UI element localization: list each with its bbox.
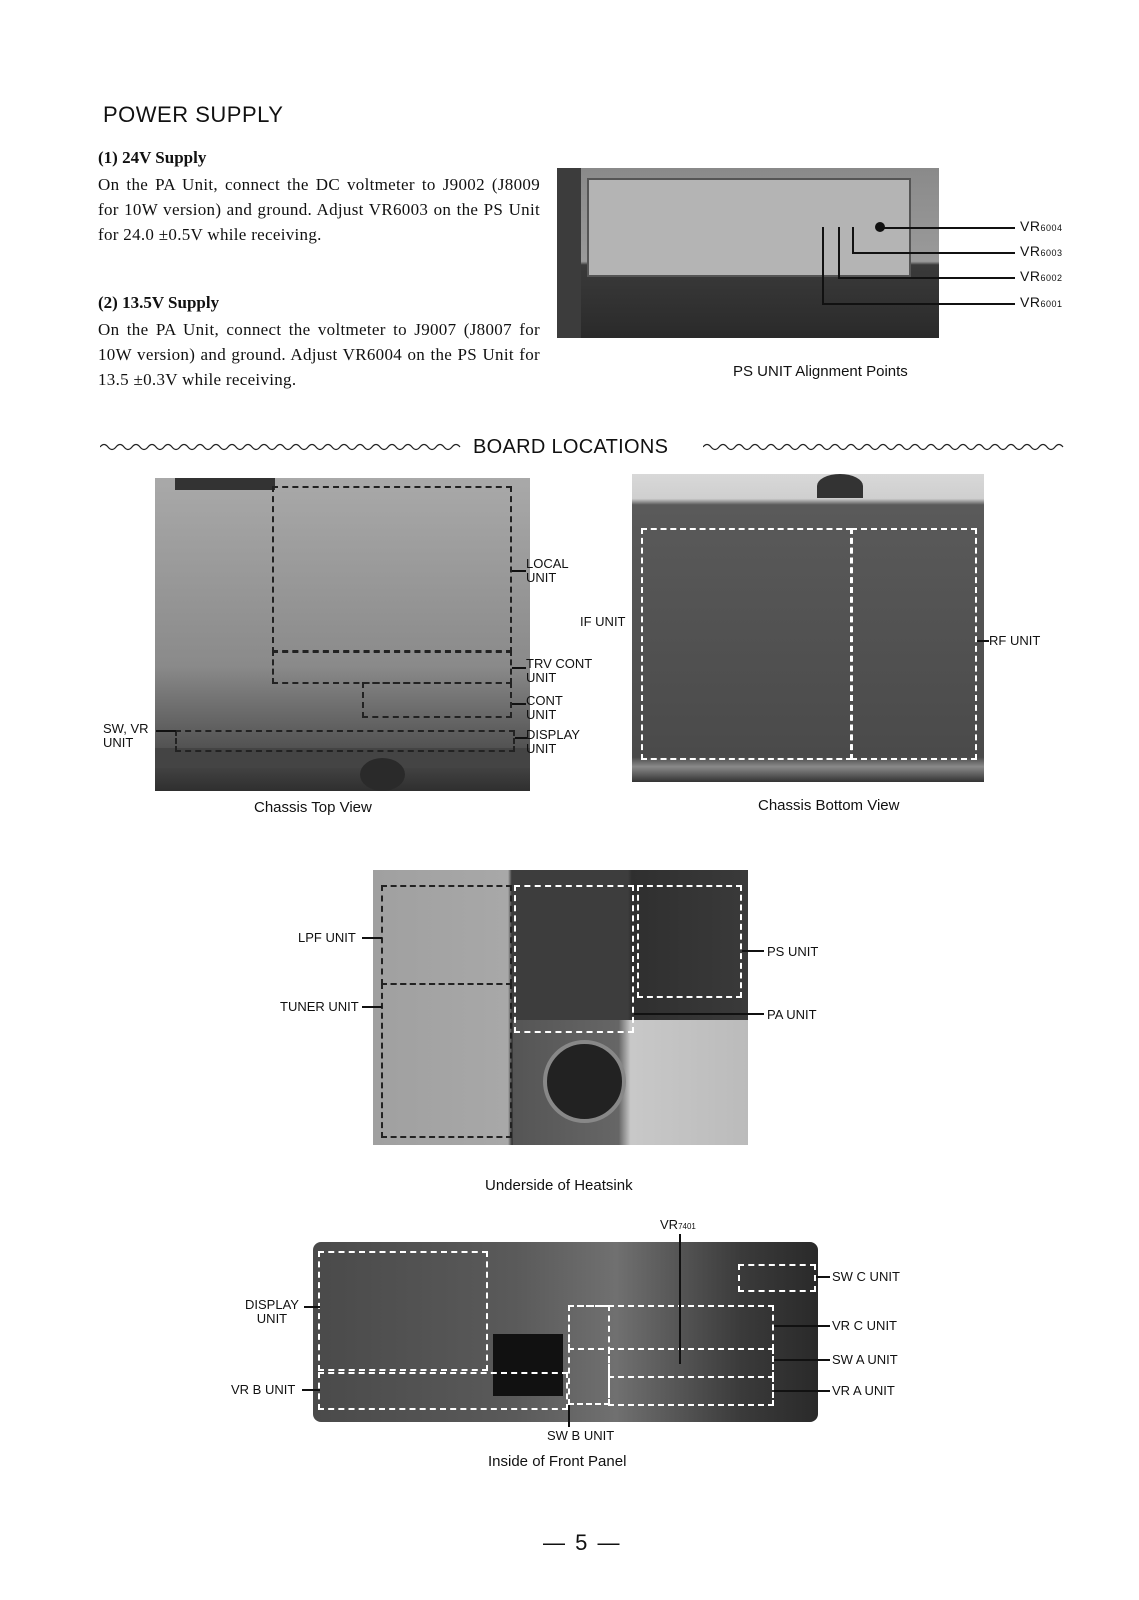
if-unit-outline — [641, 528, 852, 760]
vr6002-leader — [838, 277, 1015, 279]
vr-b-leader — [302, 1389, 320, 1391]
display-panel-leader — [304, 1306, 320, 1308]
chassis-bottom-caption: Chassis Bottom View — [758, 797, 900, 814]
display-panel-outline — [318, 1251, 488, 1371]
sw-b-unit-label: SW B UNIT — [547, 1428, 615, 1443]
sw-b-unit-outline — [568, 1305, 610, 1405]
front-panel-caption: Inside of Front Panel — [488, 1453, 627, 1470]
vr-a-leader — [774, 1390, 830, 1392]
local-leader — [512, 570, 526, 572]
pa-unit-outline — [514, 885, 634, 1033]
tuner-unit-outline — [381, 983, 512, 1138]
chassis-top-caption: Chassis Top View — [254, 799, 372, 816]
vr6001-leader — [822, 303, 1015, 305]
display-unit-label: DISPLAY UNIT — [526, 727, 580, 756]
pa-unit-label: PA UNIT — [767, 1007, 817, 1022]
sw-c-unit-outline — [738, 1264, 816, 1292]
if-unit-label: IF UNIT — [580, 614, 626, 629]
vr6003-label: VR6003 — [1020, 243, 1063, 259]
vr6001-label: VR6001 — [1020, 294, 1063, 310]
tuner-unit-label: TUNER UNIT — [280, 999, 359, 1014]
local-unit-label: LOCAL UNIT — [526, 556, 569, 585]
local-unit-outline — [272, 486, 512, 653]
vr6003-leader-v — [852, 227, 854, 253]
rf-unit-outline — [851, 528, 977, 760]
trv-leader — [512, 667, 526, 669]
display-unit-outline — [175, 730, 515, 752]
item2-heading: (2) 13.5V Supply — [98, 293, 220, 312]
ps-unit-caption: PS UNIT Alignment Points — [733, 363, 908, 380]
vr6002-leader-v — [838, 227, 840, 278]
vr-c-leader — [774, 1325, 830, 1327]
trv-cont-unit-label: TRV CONT UNIT — [526, 656, 593, 685]
tuner-leader — [362, 1006, 382, 1008]
sw-a-unit-outline — [608, 1348, 774, 1378]
wavy-rule-left — [100, 441, 462, 453]
pa-leader — [634, 1013, 764, 1015]
lpf-leader — [362, 937, 382, 939]
item1-heading: (1) 24V Supply — [98, 148, 207, 167]
item2-body: On the PA Unit, connect the voltmeter to J9007 (J8007 for 10W version) and ground. Adjust VR6004 on the PS Unit for 13.5 ±0.3V while receiving. — [98, 320, 540, 389]
vr7401-leader — [679, 1234, 681, 1364]
page-title: POWER SUPPLY — [103, 102, 284, 127]
sw-b-leader — [568, 1405, 570, 1427]
lpf-unit-label: LPF UNIT — [298, 930, 356, 945]
vr6002-label: VR6002 — [1020, 268, 1063, 284]
vr-a-unit-label: VR A UNIT — [832, 1383, 895, 1398]
cont-unit-outline — [362, 682, 512, 718]
display-panel-label: DISPLAY UNIT — [245, 1297, 299, 1326]
cont-unit-label: CONT UNIT — [526, 693, 563, 722]
sw-a-leader — [774, 1359, 830, 1361]
vr6004-label: VR6004 — [1020, 218, 1063, 234]
ps-unit-label: PS UNIT — [767, 944, 819, 959]
vr6004-leader — [884, 227, 1015, 229]
cont-leader — [512, 703, 526, 705]
vr7401-label: VR7401 — [660, 1217, 696, 1232]
lpf-unit-outline — [381, 885, 512, 985]
board-locations-heading: BOARD LOCATIONS — [473, 436, 669, 458]
sw-vr-unit-label: SW, VR UNIT — [103, 721, 149, 750]
heatsink-caption: Underside of Heatsink — [485, 1177, 633, 1194]
ps-leader — [742, 950, 764, 952]
sw-c-leader — [816, 1276, 830, 1278]
vr-b-unit-outline — [318, 1372, 568, 1410]
item1-body: On the PA Unit, connect the DC voltmeter to J9002 (J8009 for 10W version) and ground. Adjust VR6003 on the PS Unit for 24.0 ±0.5V while receiving. — [98, 175, 540, 244]
vr6003-leader — [852, 252, 1015, 254]
wavy-rule-right — [703, 441, 1065, 453]
swvr-leader — [156, 730, 176, 732]
vr-c-unit-label: VR C UNIT — [832, 1318, 897, 1333]
rf-leader — [977, 640, 989, 642]
vr-a-unit-outline — [608, 1376, 774, 1406]
sw-a-unit-label: SW A UNIT — [832, 1352, 898, 1367]
vr-b-unit-label: VR B UNIT — [231, 1382, 296, 1397]
rf-unit-label: RF UNIT — [989, 633, 1041, 648]
trv-cont-unit-outline — [272, 650, 512, 684]
sw-c-unit-label: SW C UNIT — [832, 1269, 900, 1284]
vr6001-leader-v — [822, 227, 824, 304]
ps-unit-outline — [637, 885, 742, 998]
page-number: — 5 — — [543, 1530, 622, 1555]
